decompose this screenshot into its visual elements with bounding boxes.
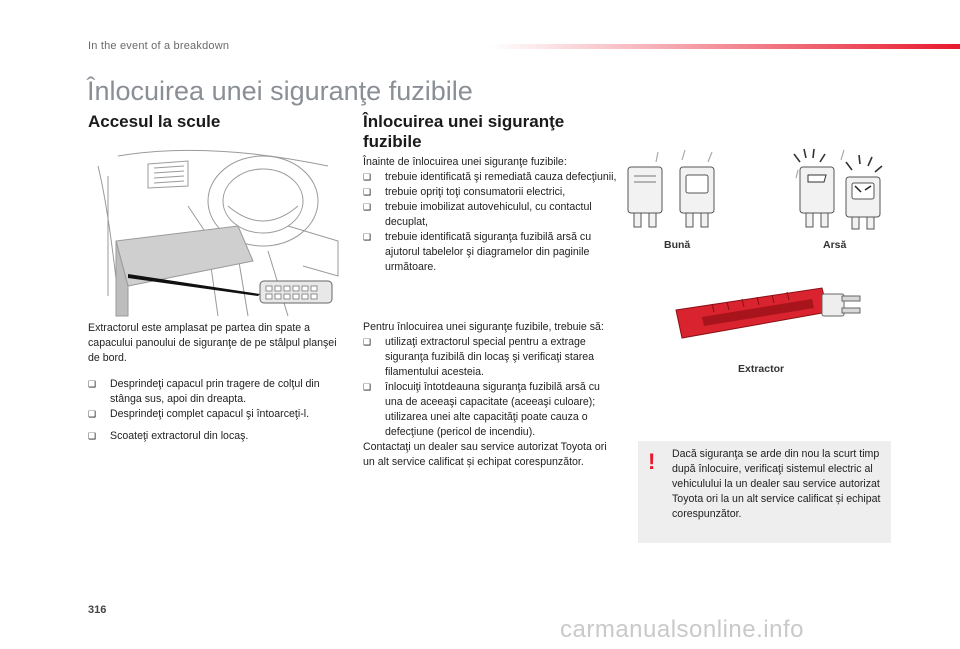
heading-tool-access: Accesul la scule [88,112,221,131]
section-header: In the event of a breakdown [88,40,230,52]
list-item: ❑ înlocuiţi întotdeauna siguranţa fuzibilă arsă cu una de aceeaşi capacitate (aceeaşi culoare); utilizarea unei alte capacităţi poate cauza o defecţiune (pericol de incendiu). [363,381,600,438]
list-item: ❑ trebuie identificată şi remediată cauza defecţiunii, [363,171,617,183]
checkbox-bullet-icon: ❑ [363,382,372,392]
extractor-location-text: Extractorul este amplasat pe partea din spate a capacului panoului de siguranţe de pe stâlpul planşei de bord. [88,322,337,364]
label-good-fuse: Bună [664,239,691,251]
list-item: ❑ utilizaţi extractorul special pentru a extrage siguranţa fuzibilă din locaş şi verificaţi starea filamentului acesteia. [363,336,595,378]
checkbox-bullet-icon: ❑ [88,431,97,441]
good-fuse-illustration [620,142,740,237]
list-item: ❑ Scoateţi extractorul din locaş. [88,430,249,442]
checkbox-bullet-icon: ❑ [363,187,372,197]
before-intro: Înainte de înlocuirea unei siguranţe fuzibile: [363,156,567,168]
checkbox-bullet-icon: ❑ [88,409,97,419]
list-item: ❑ trebuie opriţi toţi consumatorii electrici, [363,186,566,198]
label-extractor: Extractor [738,363,785,375]
label-burnt-fuse: Arsă [823,239,847,251]
list-item: ❑ trebuie identificată siguranţa fuzibilă arsă cu ajutorul tabelelor şi diagramelor din paginile următoare. [363,231,592,273]
closing-text: Contactaţi un dealer sau service autorizat Toyota ori un alt service calificat și echipat corespunzător. [363,441,607,468]
list-item: ❑ Desprindeţi capacul prin tragere de colţul din stânga sus, apoi din dreapta. [88,378,320,405]
tool-access-steps [88,377,340,444]
before-replacement-block [363,155,618,275]
watermark: carmanualsonline.info [560,616,804,643]
list-item: ❑ Desprindeţi complet capacul şi întoarceţi-l. [88,408,310,420]
burnt-fuse-illustration [780,142,900,237]
extractor-illustration [672,282,868,342]
list-item: ❑ trebuie imobilizat autovehiculul, cu contactul decuplat, [363,201,592,228]
checkbox-bullet-icon: ❑ [363,202,372,212]
replacement-block [363,320,618,470]
page-number: 316 [88,604,107,616]
checkbox-bullet-icon: ❑ [88,379,97,389]
dashboard-illustration [88,146,340,318]
header-accent-bar [490,44,960,49]
checkbox-bullet-icon: ❑ [363,232,372,242]
page-title: Înlocuirea unei siguranţe fuzibile [87,76,473,106]
heading-replace-fuse: Înlocuirea unei siguranţe fuzibile [363,112,565,151]
replace-intro: Pentru înlocuirea unei siguranţe fuzibile, trebuie să: [363,321,604,333]
checkbox-bullet-icon: ❑ [363,337,372,347]
checkbox-bullet-icon: ❑ [363,172,372,182]
exclamation-icon: ! [648,449,656,474]
warning-text: Dacă siguranţa se arde din nou la scurt timp după înlocuire, verificaţi sistemul electric al vehiculului la un dealer sau service autorizat Toyota ori la un alt service calificat și echipat corespunzător. [672,448,881,520]
